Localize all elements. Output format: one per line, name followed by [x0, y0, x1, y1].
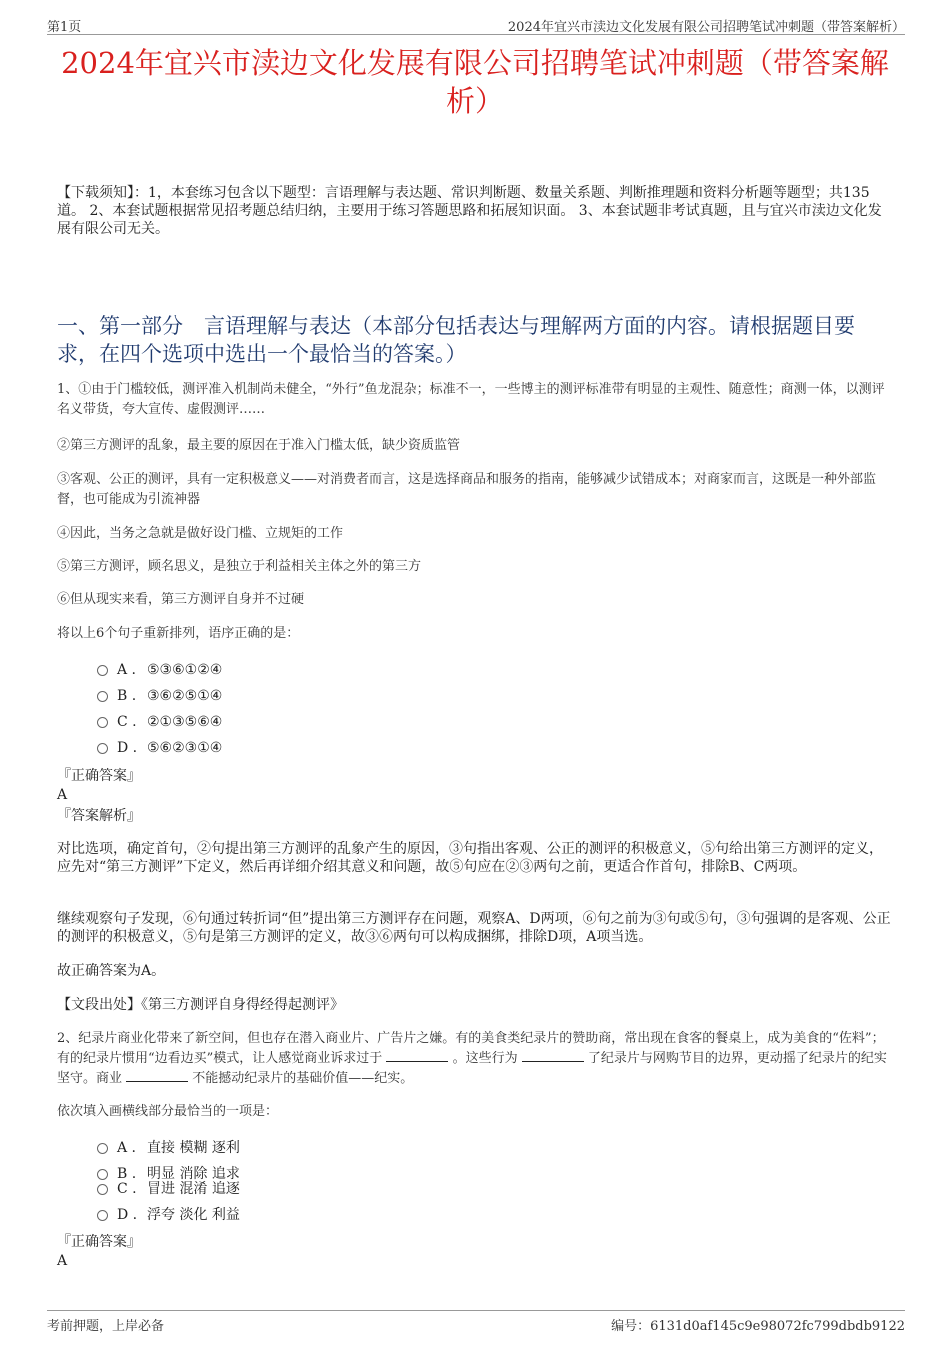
option-letter: D .	[117, 1207, 138, 1223]
option-letter: B .	[117, 1166, 137, 1182]
q1-source: 【文段出处】《第三方测评自身得经得起测评》	[57, 997, 344, 1013]
q1-option-a[interactable]	[97, 661, 222, 679]
q1-option-b[interactable]	[97, 687, 222, 705]
header-doc-title: 2024年宜兴市渎边文化发展有限公司招聘笔试冲刺题（带答案解析）	[507, 20, 905, 35]
option-text: ⑤⑥②③①④	[147, 740, 223, 756]
option-letter: C .	[117, 714, 137, 730]
option-text: 明显 消除 追求	[147, 1166, 240, 1182]
q2-stem	[57, 1029, 895, 1089]
q2-option-c[interactable]	[97, 1180, 240, 1198]
q1-sentence-1: 1、①由于门槛较低，测评准入机制尚未健全，“外行”鱼龙混杂；标准不一，一些博主的测评标准带有明显的主观性、随意性；商测一体，以测评名义带货，夸大宣传、虚假测评……	[57, 382, 885, 417]
download-notice: 【下载须知】：1，本套练习包含以下题型：言语理解与表达题、常识判断题、数量关系题、判断推理题和资料分析题等题型；共135道。 2、本套试题根据常见招考题总结归纳，主要用于练习答题思路和拓展知识面。 3、本套试题非考试真题，且与宜兴市渎边文化发展有限公司无关。	[57, 185, 882, 237]
q2-answer-label: 『正确答案』	[57, 1234, 141, 1250]
q2-blank-1	[386, 1049, 448, 1062]
q1-sentence-6: ⑥但从现实来看，第三方测评自身并不过硬	[57, 592, 305, 607]
radio-icon[interactable]	[97, 743, 108, 754]
page-footer	[47, 1310, 905, 1333]
q2-blank-2	[522, 1049, 584, 1062]
q1-sentence-4: ④因此，当务之急就是做好设门槛、立规矩的工作	[57, 526, 344, 541]
page-title: 2024年宜兴市渎边文化发展有限公司招聘笔试冲刺题（带答案解析）	[61, 46, 889, 118]
option-text: 浮夸 淡化 利益	[147, 1207, 240, 1223]
option-text: 冒进 混淆 追逐	[147, 1181, 240, 1197]
option-text: 直接 模糊 逐利	[147, 1140, 240, 1156]
q2-option-d[interactable]	[97, 1206, 240, 1224]
option-text: ③⑥②⑤①④	[147, 688, 223, 704]
q1-answer: A	[57, 787, 68, 803]
radio-icon[interactable]	[97, 1169, 108, 1180]
q1-analysis-2: 继续观察句子发现，⑥句通过转折词“但”提出第三方测评存在问题，观察A、D两项，⑥句之前为③句或⑤句，③句强调的是客观、公正的测评的积极意义，⑤句是第三方测评的定义，故③⑥两句可以构成捆绑，排除D项，A项当选。	[57, 911, 891, 945]
q2-answer: A	[57, 1253, 68, 1269]
q1-option-c[interactable]	[97, 713, 222, 731]
q1-answer-label: 『正确答案』	[57, 768, 141, 784]
radio-icon[interactable]	[97, 717, 108, 728]
q1-sentence-2: ②第三方测评的乱象，最主要的原因在于准入门槛太低，缺少资质监管	[57, 438, 461, 453]
option-letter: B .	[117, 688, 137, 704]
q2-stem-part-3: 了纪录片与网购节目的边界，更动摇了纪录片的纪实坚守。商业	[57, 1051, 887, 1086]
option-letter: D .	[117, 740, 138, 756]
q2-blank-3	[126, 1069, 188, 1082]
q1-option-d[interactable]	[97, 739, 222, 757]
footer-doc-id: 编号：6131d0af145c9e98072fc799dbdb9122	[611, 1319, 905, 1334]
radio-icon[interactable]	[97, 1143, 108, 1154]
q1-analysis-1: 对比选项，确定首句，②句提出第三方测评的乱象产生的原因，③句指出客观、公正的测评的积极意义，⑤句给出第三方测评的定义，应先对“第三方测评”下定义，然后再详细介绍其意义和问题，故⑤句应在②③两句之前，更适合作首句，排除B、C两项。	[57, 841, 883, 875]
option-letter: C .	[117, 1181, 137, 1197]
q1-sentence-5: ⑤第三方测评，顾名思义，是独立于利益相关主体之外的第三方	[57, 559, 422, 574]
page-number: 第1页	[47, 20, 82, 35]
radio-icon[interactable]	[97, 665, 108, 676]
q1-sentence-3: ③客观、公正的测评，具有一定积极意义——对消费者而言，这是选择商品和服务的指南，能够减少试错成本；对商家而言，这既是一种外部监督，也可能成为引流神器	[57, 472, 877, 507]
radio-icon[interactable]	[97, 691, 108, 702]
radio-icon[interactable]	[97, 1210, 108, 1221]
q2-option-a[interactable]	[97, 1139, 240, 1157]
radio-icon[interactable]	[97, 1184, 108, 1195]
q1-conclusion: 故正确答案为A。	[57, 963, 166, 979]
section-heading: 一、第一部分 言语理解与表达（本部分包括表达与理解两方面的内容。请根据题目要求，在四个选项中选出一个最恰当的答案。）	[57, 314, 855, 366]
option-letter: A .	[117, 662, 137, 678]
option-letter: A .	[117, 1140, 137, 1156]
option-text: ②①③⑤⑥④	[147, 714, 223, 730]
q1-prompt: 将以上6个句子重新排列，语序正确的是：	[57, 626, 300, 641]
q2-stem-part-2: 。这些行为	[452, 1051, 518, 1066]
option-text: ⑤③⑥①②④	[147, 662, 223, 678]
page-header	[47, 14, 905, 35]
footer-slogan: 考前押题，上岸必备	[47, 1319, 165, 1334]
q2-prompt: 依次填入画横线部分最恰当的一项是：	[57, 1104, 279, 1119]
q1-analysis-label: 『答案解析』	[57, 808, 141, 824]
q2-stem-part-4: 不能撼动纪录片的基础价值——纪实。	[192, 1071, 414, 1086]
q2-stem-part-1: 2、纪录片商业化带来了新空间，但也存在潜入商业片、广告片之嫌。有的美食类纪录片的赞助商，常出现在食客的餐桌上，成为美食的“佐料”；有的纪录片惯用“边看边买”模式，让人感觉商业诉求过于	[57, 1031, 885, 1066]
